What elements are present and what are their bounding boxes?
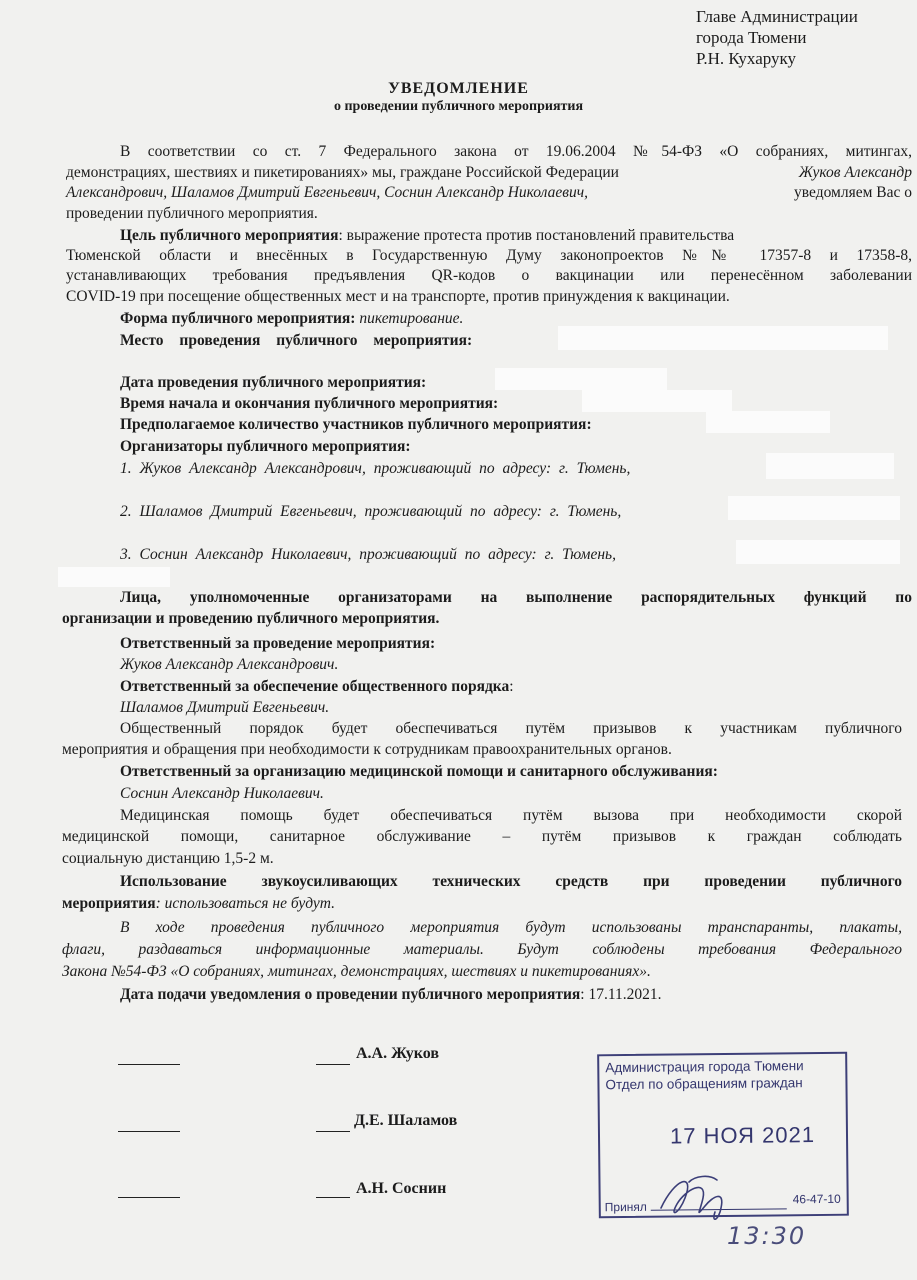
responsible-event-name: Жуков Александр Александрович. <box>120 656 339 673</box>
purpose-line <box>120 226 912 246</box>
form-line <box>120 309 463 329</box>
stamp-org-line: Отдел по обращениям граждан <box>605 1075 803 1093</box>
order-text-line: мероприятия и обращения при необходимости к сотрудникам правоохранительных органов. <box>62 741 672 758</box>
stamp-number: 46-47-10 <box>792 1191 841 1207</box>
citizen-names: Александрович, Шаламов Дмитрий Евгеньевич, Соснин Александр Николаевич, <box>66 184 588 201</box>
sound-line <box>62 894 335 914</box>
redacted-area <box>58 567 170 587</box>
signatory-name: А.Н. Соснин <box>356 1180 447 1197</box>
responsible-medical-label: Ответственный за организацию медицинской помощи и санитарного обслуживания: <box>120 763 718 780</box>
stamp-org <box>605 1057 804 1093</box>
redacted-area <box>706 411 830 433</box>
stamp-received-label: Принял <box>604 1199 647 1215</box>
sound-label-end: мероприятия <box>62 895 156 912</box>
responsible-order-line <box>120 677 514 697</box>
purpose-label: Цель публичного мероприятия <box>120 227 339 244</box>
redacted-area <box>495 368 667 390</box>
intro-text: демонстрациях, шествиях и пикетированиях» мы, граждане Российской Федерации <box>66 164 619 181</box>
medical-text-line: медицинской помощи, санитарное обслуживание – путём призывов к граждан соблюдать <box>62 828 902 845</box>
organizer-item: 1. Жуков Александр Александрович, проживающий по адресу: г. Тюмень, <box>120 460 631 477</box>
form-value: пикетирование. <box>359 310 464 327</box>
signature-line <box>118 1131 180 1132</box>
intro-line-2 <box>66 163 912 183</box>
time-label: Время начала и окончания публичного мероприятия: <box>120 395 499 412</box>
addressee-line: Р.Н. Кухаруку <box>696 49 797 68</box>
authorized-line: Лица, уполномоченные организаторами на выполнение распорядительных функций по <box>120 589 912 606</box>
stamp-org-line: Администрация города Тюмени <box>605 1058 804 1076</box>
purpose-line: устанавливающих требования предъявления QR-кодов о вакцинации или перенесённом заболевании <box>66 267 912 284</box>
submission-line <box>120 985 662 1005</box>
means-line: флаги, раздаваться информационные материалы. Будут соблюдены требования Федерального <box>62 941 902 958</box>
signature-line <box>118 1064 180 1065</box>
responsible-medical-name: Соснин Александр Николаевич. <box>120 785 324 802</box>
signatory-name: А.А. Жуков <box>356 1045 439 1062</box>
means-line: Закона №54-ФЗ «О собраниях, митингах, демонстрациях, шествиях и пикетированиях». <box>62 963 651 980</box>
count-label: Предполагаемое количество участников публичного мероприятия: <box>120 416 592 433</box>
organizer-item: 3. Соснин Александр Николаевич, проживающий по адресу: г. Тюмень, <box>120 546 616 563</box>
order-text-line: Общественный порядок будет обеспечиваться путём призывов к участникам публичного <box>120 720 902 737</box>
sound-value: : использоваться не будут. <box>155 895 336 912</box>
stamp-date: 17 НОЯ 2021 <box>669 1122 816 1149</box>
organizer-item: 2. Шаламов Дмитрий Евгеньевич, проживающий по адресу: г. Тюмень, <box>120 503 622 520</box>
means-line: В ходе проведения публичного мероприятия будут использованы транспаранты, плакаты, <box>120 919 902 936</box>
place-label: Место проведения публичного мероприятия: <box>120 332 473 349</box>
intro-line-3 <box>66 183 912 203</box>
signature-line <box>118 1197 180 1198</box>
intro-line: В соответствии со ст. 7 Федерального закона от 19.06.2004 №54-ФЗ «О собраниях, митингах, <box>120 143 912 160</box>
document-subtitle: о проведении публичного мероприятия <box>333 99 584 114</box>
purpose-text: : выражение протеста против постановлений правительства <box>338 227 735 244</box>
document-title: УВЕДОМЛЕНИЕ <box>388 80 529 97</box>
responsible-event-label: Ответственный за проведение мероприятия: <box>120 635 436 652</box>
handwritten-signature-mark <box>655 1168 745 1228</box>
sound-label: Использование звукоусиливающих технических средств при проведении публичного <box>120 873 902 890</box>
date-label: Дата проведения публичного мероприятия: <box>120 374 427 391</box>
intro-line: проведении публичного мероприятия. <box>66 205 318 222</box>
purpose-line: COVID-19 при посещение общественных мест и на транспорте, против принуждения к вакцинации. <box>66 288 730 305</box>
intro-text: уведомляем Вас о <box>794 184 912 201</box>
addressee-block <box>696 6 858 69</box>
submission-value: : 17.11.2021. <box>580 986 662 1003</box>
addressee-line: Главе Администрации <box>696 7 858 26</box>
redacted-area <box>558 326 888 350</box>
submission-label: Дата подачи уведомления о проведении публичного мероприятия <box>120 986 581 1003</box>
responsible-order-name: Шаламов Дмитрий Евгеньевич. <box>120 699 330 716</box>
medical-text-line: социальную дистанцию 1,5-2 м. <box>62 850 274 867</box>
responsible-order-label: Ответственный за обеспечение общественного порядка <box>120 678 510 695</box>
medical-text-line: Медицинская помощь будет обеспечиваться путём вызова при необходимости скорой <box>120 807 902 824</box>
redacted-area <box>736 540 900 564</box>
organizers-label: Организаторы публичного мероприятия: <box>120 438 411 455</box>
signatory-name: Д.Е. Шаламов <box>354 1112 458 1129</box>
authorized-line: организации и проведению публичного мероприятия. <box>62 610 440 627</box>
redacted-area <box>582 390 732 412</box>
citizen-name: Жуков Александр <box>798 164 912 181</box>
handwritten-time: 13:30 <box>727 1222 807 1250</box>
addressee-line: города Тюмени <box>696 28 807 47</box>
redacted-area <box>766 453 894 479</box>
signature-line <box>316 1197 350 1198</box>
redacted-area <box>728 496 900 520</box>
purpose-line: Тюменской области и внесённых в Государственную Думу законопроектов №№ 17357-8 и 17358-8, <box>66 247 912 264</box>
signature-line <box>316 1131 350 1132</box>
colon: : <box>509 678 514 695</box>
form-label: Форма публичного мероприятия: <box>120 310 356 327</box>
signature-line <box>316 1064 350 1065</box>
